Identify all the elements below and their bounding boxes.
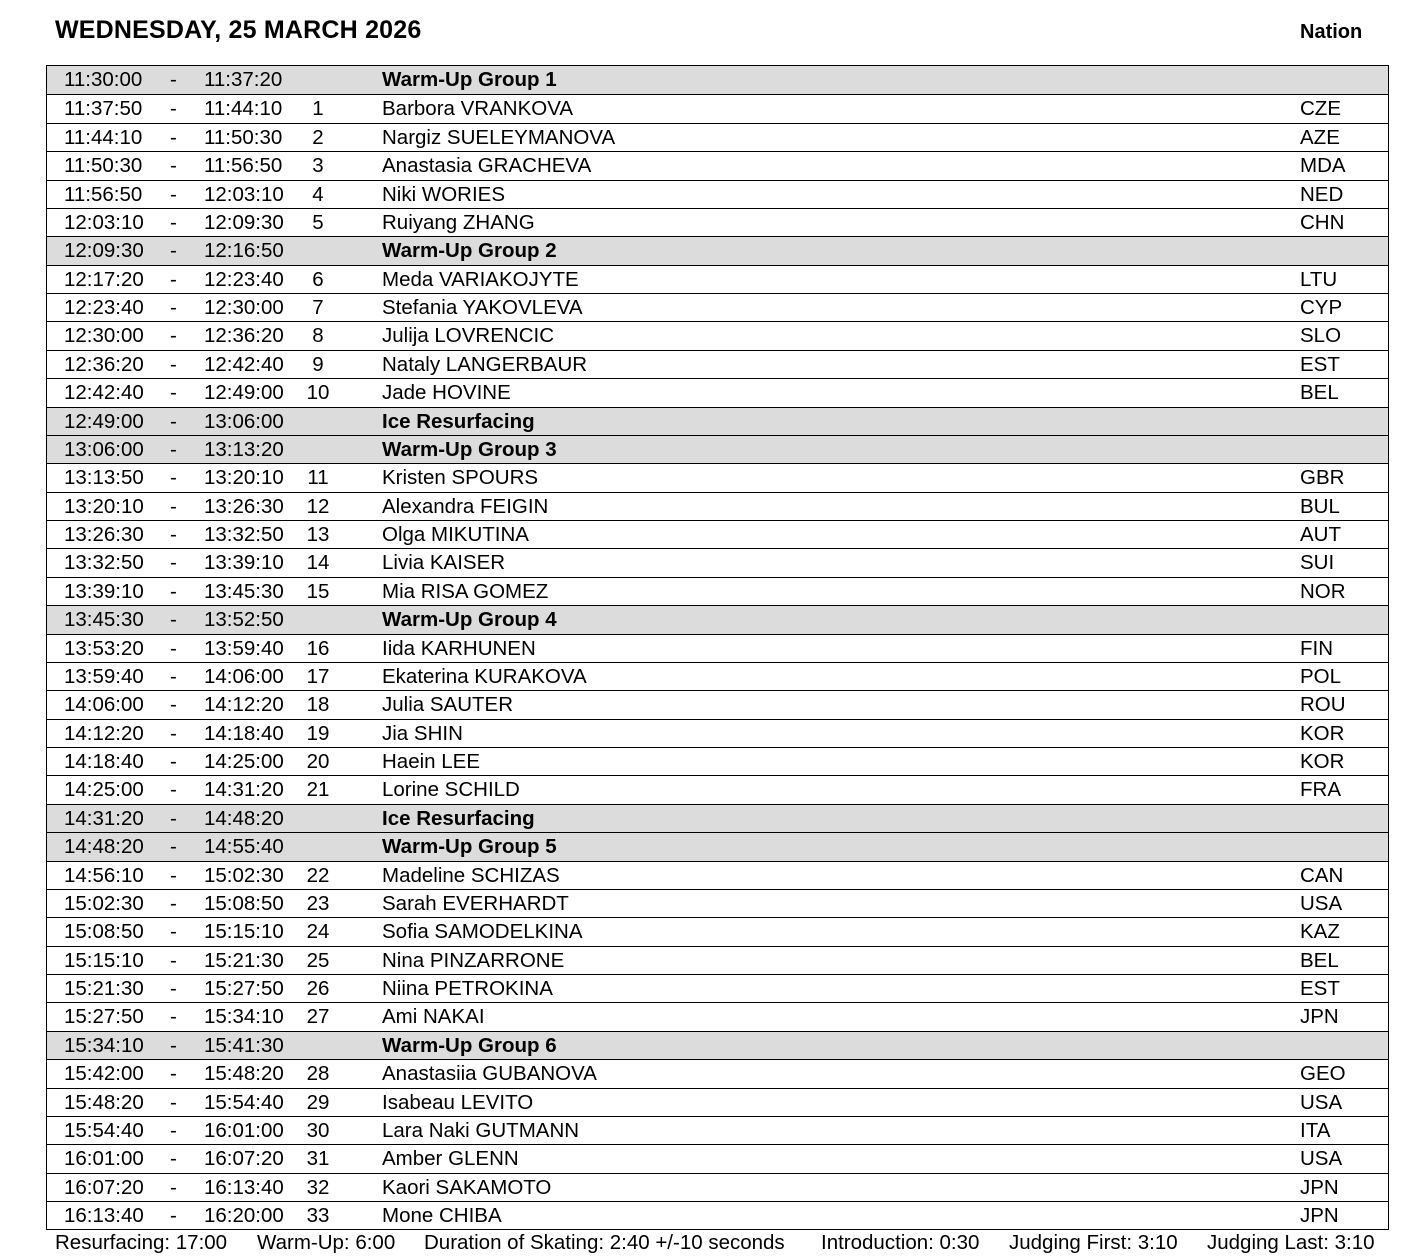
nation-code: NOR — [1300, 579, 1346, 603]
skater-name: Isabeau LEVITO — [382, 1090, 534, 1114]
start-number: 2 — [312, 125, 324, 149]
nation-code: ITA — [1300, 1118, 1331, 1142]
skater-row — [47, 690, 1388, 718]
skater-name: Nina PINZARRONE — [382, 948, 565, 972]
skater-row — [47, 577, 1388, 605]
start-time: 14:06:00 — [64, 693, 144, 717]
time-separator: - — [170, 664, 177, 688]
start-time: 11:56:50 — [64, 182, 143, 206]
start-number: 22 — [306, 863, 330, 887]
start-number: 30 — [306, 1118, 330, 1142]
end-time: 12:23:40 — [204, 267, 284, 291]
start-time: 13:32:50 — [64, 551, 144, 575]
time-separator: - — [170, 523, 177, 546]
start-number: 14 — [306, 551, 330, 575]
start-number: 3 — [312, 154, 324, 178]
start-time: 15:27:50 — [64, 1005, 144, 1029]
skater-row — [47, 1088, 1388, 1116]
time-separator: - — [170, 778, 177, 802]
start-number: 28 — [306, 1062, 330, 1086]
end-time: 12:09:30 — [204, 210, 284, 234]
start-time: 16:13:40 — [64, 1204, 144, 1227]
start-time: 14:18:40 — [64, 750, 144, 773]
footer-judging-first: Judging First: 3:10 — [1009, 1231, 1178, 1254]
end-time: 15:48:20 — [204, 1062, 284, 1086]
skater-row — [47, 1002, 1388, 1030]
end-time: 14:12:20 — [204, 693, 284, 717]
end-time: 12:03:10 — [204, 182, 284, 206]
skater-row — [47, 634, 1388, 662]
skater-row — [47, 265, 1388, 293]
time-separator: - — [170, 409, 177, 433]
nation-code: BEL — [1300, 381, 1339, 405]
end-time: 12:42:40 — [204, 352, 284, 376]
skater-name: Olga MIKUTINA — [382, 523, 529, 546]
start-number: 24 — [306, 920, 330, 944]
nation-code: KOR — [1300, 721, 1345, 745]
nation-code: GEO — [1300, 1062, 1346, 1086]
nation-code: BUL — [1300, 494, 1340, 518]
time-separator: - — [170, 267, 177, 291]
skater-row — [47, 350, 1388, 378]
footer-warmup: Warm-Up: 6:00 — [257, 1231, 396, 1254]
start-time: 12:23:40 — [64, 296, 144, 319]
skater-name: Niina PETROKINA — [382, 977, 553, 1000]
time-separator: - — [170, 239, 177, 263]
start-number: 27 — [306, 1005, 330, 1029]
start-time: 11:37:50 — [64, 97, 143, 121]
skater-name: Anastasiia GUBANOVA — [382, 1062, 597, 1086]
time-separator: - — [170, 466, 177, 490]
end-time: 15:02:30 — [204, 863, 284, 887]
group-label: Ice Resurfacing — [382, 409, 535, 433]
end-time: 15:21:30 — [204, 948, 284, 972]
start-number: 15 — [306, 579, 330, 603]
skater-row — [47, 1173, 1388, 1201]
group-row — [47, 832, 1388, 860]
skater-name: Nargiz SUELEYMANOVA — [382, 125, 616, 149]
time-separator: - — [170, 1118, 177, 1142]
nation-code: JPN — [1300, 1175, 1339, 1199]
start-number: 19 — [306, 721, 330, 745]
skater-name: Nataly LANGERBAUR — [382, 352, 588, 376]
nation-column-header: Nation — [1300, 21, 1363, 43]
skater-row — [47, 520, 1388, 548]
start-number: 8 — [312, 324, 324, 348]
group-label: Warm-Up Group 6 — [382, 1033, 557, 1057]
nation-code: ROU — [1300, 693, 1346, 717]
start-number: 18 — [306, 693, 330, 717]
time-separator: - — [170, 296, 177, 319]
end-time: 11:37:20 — [204, 68, 283, 91]
nation-code: EST — [1300, 977, 1340, 1000]
end-time: 12:49:00 — [204, 381, 284, 405]
start-number: 25 — [306, 948, 330, 972]
nation-code: SLO — [1300, 324, 1342, 348]
nation-code: KAZ — [1300, 920, 1340, 944]
time-separator: - — [170, 835, 177, 859]
skater-row — [47, 719, 1388, 747]
start-number: 32 — [306, 1175, 330, 1199]
skater-name: Ruiyang ZHANG — [382, 210, 535, 234]
time-separator: - — [170, 182, 177, 206]
nation-code: KOR — [1300, 750, 1345, 773]
group-label: Warm-Up Group 4 — [382, 608, 557, 632]
start-time: 13:13:50 — [64, 466, 144, 490]
skater-name: Amber GLENN — [382, 1147, 519, 1171]
skater-row — [47, 463, 1388, 491]
nation-code: SUI — [1300, 551, 1335, 575]
start-time: 16:01:00 — [64, 1147, 144, 1171]
skater-row — [47, 1116, 1388, 1144]
skater-row — [47, 378, 1388, 406]
start-time: 16:07:20 — [64, 1175, 144, 1199]
start-number: 31 — [306, 1147, 330, 1171]
nation-code: USA — [1300, 1090, 1343, 1114]
skater-row — [47, 1059, 1388, 1087]
footer-duration: Duration of Skating: 2:40 +/-10 seconds — [424, 1231, 785, 1254]
time-separator: - — [170, 920, 177, 944]
skater-row — [47, 775, 1388, 803]
end-time: 16:01:00 — [204, 1118, 284, 1142]
time-separator: - — [170, 636, 177, 660]
skater-row — [47, 747, 1388, 775]
nation-code: USA — [1300, 891, 1343, 915]
end-time: 11:50:30 — [204, 125, 283, 149]
skater-name: Livia KAISER — [382, 551, 506, 575]
start-time: 14:12:20 — [64, 721, 144, 745]
skater-row — [47, 861, 1388, 889]
time-separator: - — [170, 1033, 177, 1057]
end-time: 15:34:10 — [204, 1005, 284, 1029]
page-title: WEDNESDAY, 25 MARCH 2026 — [55, 16, 422, 44]
start-number: 10 — [306, 381, 330, 405]
start-time: 14:31:20 — [64, 806, 144, 830]
start-time: 13:26:30 — [64, 523, 144, 546]
end-time: 13:06:00 — [204, 409, 284, 433]
nation-code: JPN — [1300, 1005, 1339, 1029]
end-time: 13:32:50 — [204, 523, 284, 546]
end-time: 12:30:00 — [204, 296, 284, 319]
nation-code: MDA — [1300, 154, 1346, 178]
time-separator: - — [170, 154, 177, 178]
group-label: Warm-Up Group 3 — [382, 437, 557, 461]
nation-code: AZE — [1300, 125, 1340, 149]
start-time: 11:44:10 — [64, 125, 143, 149]
end-time: 15:54:40 — [204, 1090, 284, 1114]
end-time: 15:15:10 — [204, 920, 284, 944]
footer-introduction: Introduction: 0:30 — [821, 1231, 980, 1254]
time-separator: - — [170, 324, 177, 348]
start-time: 12:36:20 — [64, 352, 144, 376]
start-time: 13:45:30 — [64, 608, 144, 632]
time-separator: - — [170, 693, 177, 717]
end-time: 13:59:40 — [204, 636, 284, 660]
time-separator: - — [170, 806, 177, 830]
skater-row — [47, 180, 1388, 208]
start-time: 13:39:10 — [64, 579, 144, 603]
nation-code: GBR — [1300, 466, 1345, 490]
start-time: 15:34:10 — [64, 1033, 144, 1057]
end-time: 15:08:50 — [204, 891, 284, 915]
start-time: 13:06:00 — [64, 437, 144, 461]
start-number: 9 — [312, 352, 324, 376]
skater-row — [47, 208, 1388, 236]
start-number: 1 — [312, 97, 324, 121]
time-separator: - — [170, 863, 177, 887]
start-time: 12:30:00 — [64, 324, 144, 348]
start-number: 26 — [306, 977, 330, 1000]
start-time: 12:49:00 — [64, 409, 144, 433]
skater-name: Kristen SPOURS — [382, 466, 539, 490]
time-separator: - — [170, 948, 177, 972]
time-separator: - — [170, 1062, 177, 1086]
start-time: 15:08:50 — [64, 920, 144, 944]
skater-name: Julia SAUTER — [382, 693, 514, 717]
skater-row — [47, 1144, 1388, 1172]
start-number: 11 — [307, 466, 329, 490]
start-time: 13:20:10 — [64, 494, 144, 518]
group-label: Warm-Up Group 5 — [382, 835, 557, 859]
group-row — [47, 1031, 1388, 1059]
time-separator: - — [170, 750, 177, 773]
skater-name: Anastasia GRACHEVA — [382, 154, 592, 178]
skater-row — [47, 492, 1388, 520]
start-time: 14:56:10 — [64, 863, 144, 887]
start-time: 12:09:30 — [64, 239, 144, 263]
start-time: 15:02:30 — [64, 891, 144, 915]
end-time: 14:25:00 — [204, 750, 284, 773]
nation-code: EST — [1300, 352, 1340, 376]
skater-name: Mia RISA GOMEZ — [382, 579, 549, 603]
end-time: 14:55:40 — [204, 835, 284, 859]
nation-code: FIN — [1300, 636, 1334, 660]
skater-row — [47, 1201, 1388, 1229]
nation-code: USA — [1300, 1147, 1343, 1171]
start-number: 13 — [306, 523, 330, 546]
time-separator: - — [170, 68, 177, 91]
skater-name: Ami NAKAI — [382, 1005, 485, 1029]
nation-code: POL — [1300, 664, 1342, 688]
start-time: 13:53:20 — [64, 636, 144, 660]
skater-name: Jade HOVINE — [382, 381, 511, 405]
nation-code: LTU — [1300, 267, 1338, 291]
start-time: 15:21:30 — [64, 977, 144, 1000]
time-separator: - — [170, 1175, 177, 1199]
group-row — [47, 605, 1388, 633]
nation-code: AUT — [1300, 523, 1341, 546]
skater-row — [47, 321, 1388, 349]
nation-code: FRA — [1300, 778, 1341, 802]
time-separator: - — [170, 210, 177, 234]
nation-code: CHN — [1300, 210, 1345, 234]
end-time: 14:48:20 — [204, 806, 284, 830]
time-separator: - — [170, 1147, 177, 1171]
group-row — [47, 236, 1388, 264]
end-time: 16:07:20 — [204, 1147, 284, 1171]
time-separator: - — [170, 721, 177, 745]
skater-name: Sarah EVERHARDT — [382, 891, 569, 915]
start-time: 14:48:20 — [64, 835, 144, 859]
end-time: 11:44:10 — [204, 97, 283, 121]
time-separator: - — [170, 551, 177, 575]
group-row — [47, 435, 1388, 463]
end-time: 12:16:50 — [204, 239, 284, 263]
group-label: Warm-Up Group 1 — [382, 68, 557, 91]
start-number: 6 — [312, 267, 324, 291]
skater-name: Jia SHIN — [382, 721, 463, 745]
time-separator: - — [170, 579, 177, 603]
nation-code: NED — [1300, 182, 1344, 206]
skater-name: Julija LOVRENCIC — [382, 324, 555, 348]
skater-row — [47, 151, 1388, 179]
skater-name: Niki WORIES — [382, 182, 505, 206]
start-number: 7 — [312, 296, 324, 319]
time-separator: - — [170, 1090, 177, 1114]
group-row — [47, 804, 1388, 832]
start-number: 4 — [312, 182, 324, 206]
start-number: 33 — [306, 1204, 330, 1227]
skater-name: Ekaterina KURAKOVA — [382, 664, 587, 688]
end-time: 13:52:50 — [204, 608, 284, 632]
start-time: 11:50:30 — [64, 154, 143, 178]
group-label: Warm-Up Group 2 — [382, 239, 557, 263]
schedule-table — [46, 65, 1389, 1230]
skater-name: Iida KARHUNEN — [382, 636, 536, 660]
time-separator: - — [170, 1005, 177, 1029]
start-number: 20 — [306, 750, 330, 773]
nation-code: CAN — [1300, 863, 1344, 887]
skater-row — [47, 946, 1388, 974]
time-separator: - — [170, 97, 177, 121]
start-time: 15:42:00 — [64, 1062, 144, 1086]
skater-row — [47, 94, 1388, 122]
end-time: 16:13:40 — [204, 1175, 284, 1199]
end-time: 13:39:10 — [204, 551, 284, 575]
skater-name: Lara Naki GUTMANN — [382, 1118, 580, 1142]
skater-name: Madeline SCHIZAS — [382, 863, 560, 887]
time-separator: - — [170, 352, 177, 376]
skater-name: Sofia SAMODELKINA — [382, 920, 583, 944]
nation-code: CZE — [1300, 97, 1341, 121]
start-time: 12:03:10 — [64, 210, 144, 234]
start-time: 12:42:40 — [64, 381, 144, 405]
group-label: Ice Resurfacing — [382, 806, 535, 830]
skater-row — [47, 293, 1388, 321]
skater-name: Lorine SCHILD — [382, 778, 520, 802]
skater-name: Haein LEE — [382, 750, 481, 773]
footer-resurfacing: Resurfacing: 17:00 — [55, 1231, 228, 1254]
time-separator: - — [170, 977, 177, 1000]
end-time: 13:45:30 — [204, 579, 284, 603]
start-time: 15:15:10 — [64, 948, 144, 972]
end-time: 14:31:20 — [204, 778, 284, 802]
end-time: 15:41:30 — [204, 1033, 284, 1057]
start-number: 23 — [306, 891, 330, 915]
nation-code: JPN — [1300, 1204, 1339, 1227]
time-separator: - — [170, 1204, 177, 1227]
skater-row — [47, 974, 1388, 1002]
nation-code: CYP — [1300, 296, 1343, 319]
start-number: 17 — [306, 664, 330, 688]
nation-code: BEL — [1300, 948, 1339, 972]
start-time: 15:54:40 — [64, 1118, 144, 1142]
end-time: 15:27:50 — [204, 977, 284, 1000]
start-time: 14:25:00 — [64, 778, 144, 802]
skater-name: Alexandra FEIGIN — [382, 494, 549, 518]
skater-row — [47, 889, 1388, 917]
skater-row — [47, 662, 1388, 690]
start-number: 12 — [306, 494, 330, 518]
end-time: 13:13:20 — [204, 437, 284, 461]
skater-name: Meda VARIAKOJYTE — [382, 267, 579, 291]
start-time: 12:17:20 — [64, 267, 144, 291]
skater-row — [47, 548, 1388, 576]
end-time: 13:26:30 — [204, 494, 284, 518]
time-separator: - — [170, 381, 177, 405]
footer-judging-last: Judging Last: 3:10 — [1207, 1231, 1375, 1254]
time-separator: - — [170, 891, 177, 915]
time-separator: - — [170, 494, 177, 518]
skater-row — [47, 917, 1388, 945]
time-separator: - — [170, 437, 177, 461]
skater-name: Barbora VRANKOVA — [382, 97, 574, 121]
skater-name: Mone CHIBA — [382, 1204, 502, 1227]
skater-row — [47, 123, 1388, 151]
group-row — [47, 66, 1388, 94]
time-separator: - — [170, 125, 177, 149]
skater-name: Stefania YAKOVLEVA — [382, 296, 583, 319]
group-row — [47, 407, 1388, 435]
skater-name: Kaori SAKAMOTO — [382, 1175, 552, 1199]
end-time: 12:36:20 — [204, 324, 284, 348]
end-time: 13:20:10 — [204, 466, 284, 490]
end-time: 14:18:40 — [204, 721, 284, 745]
end-time: 11:56:50 — [204, 154, 283, 178]
start-time: 13:59:40 — [64, 664, 144, 688]
start-time: 11:30:00 — [64, 68, 143, 91]
start-number: 29 — [306, 1090, 330, 1114]
end-time: 16:20:00 — [204, 1204, 284, 1227]
start-number: 21 — [306, 778, 330, 802]
start-number: 5 — [312, 210, 324, 234]
start-number: 16 — [306, 636, 330, 660]
time-separator: - — [170, 608, 177, 632]
end-time: 14:06:00 — [204, 664, 284, 688]
start-time: 15:48:20 — [64, 1090, 144, 1114]
